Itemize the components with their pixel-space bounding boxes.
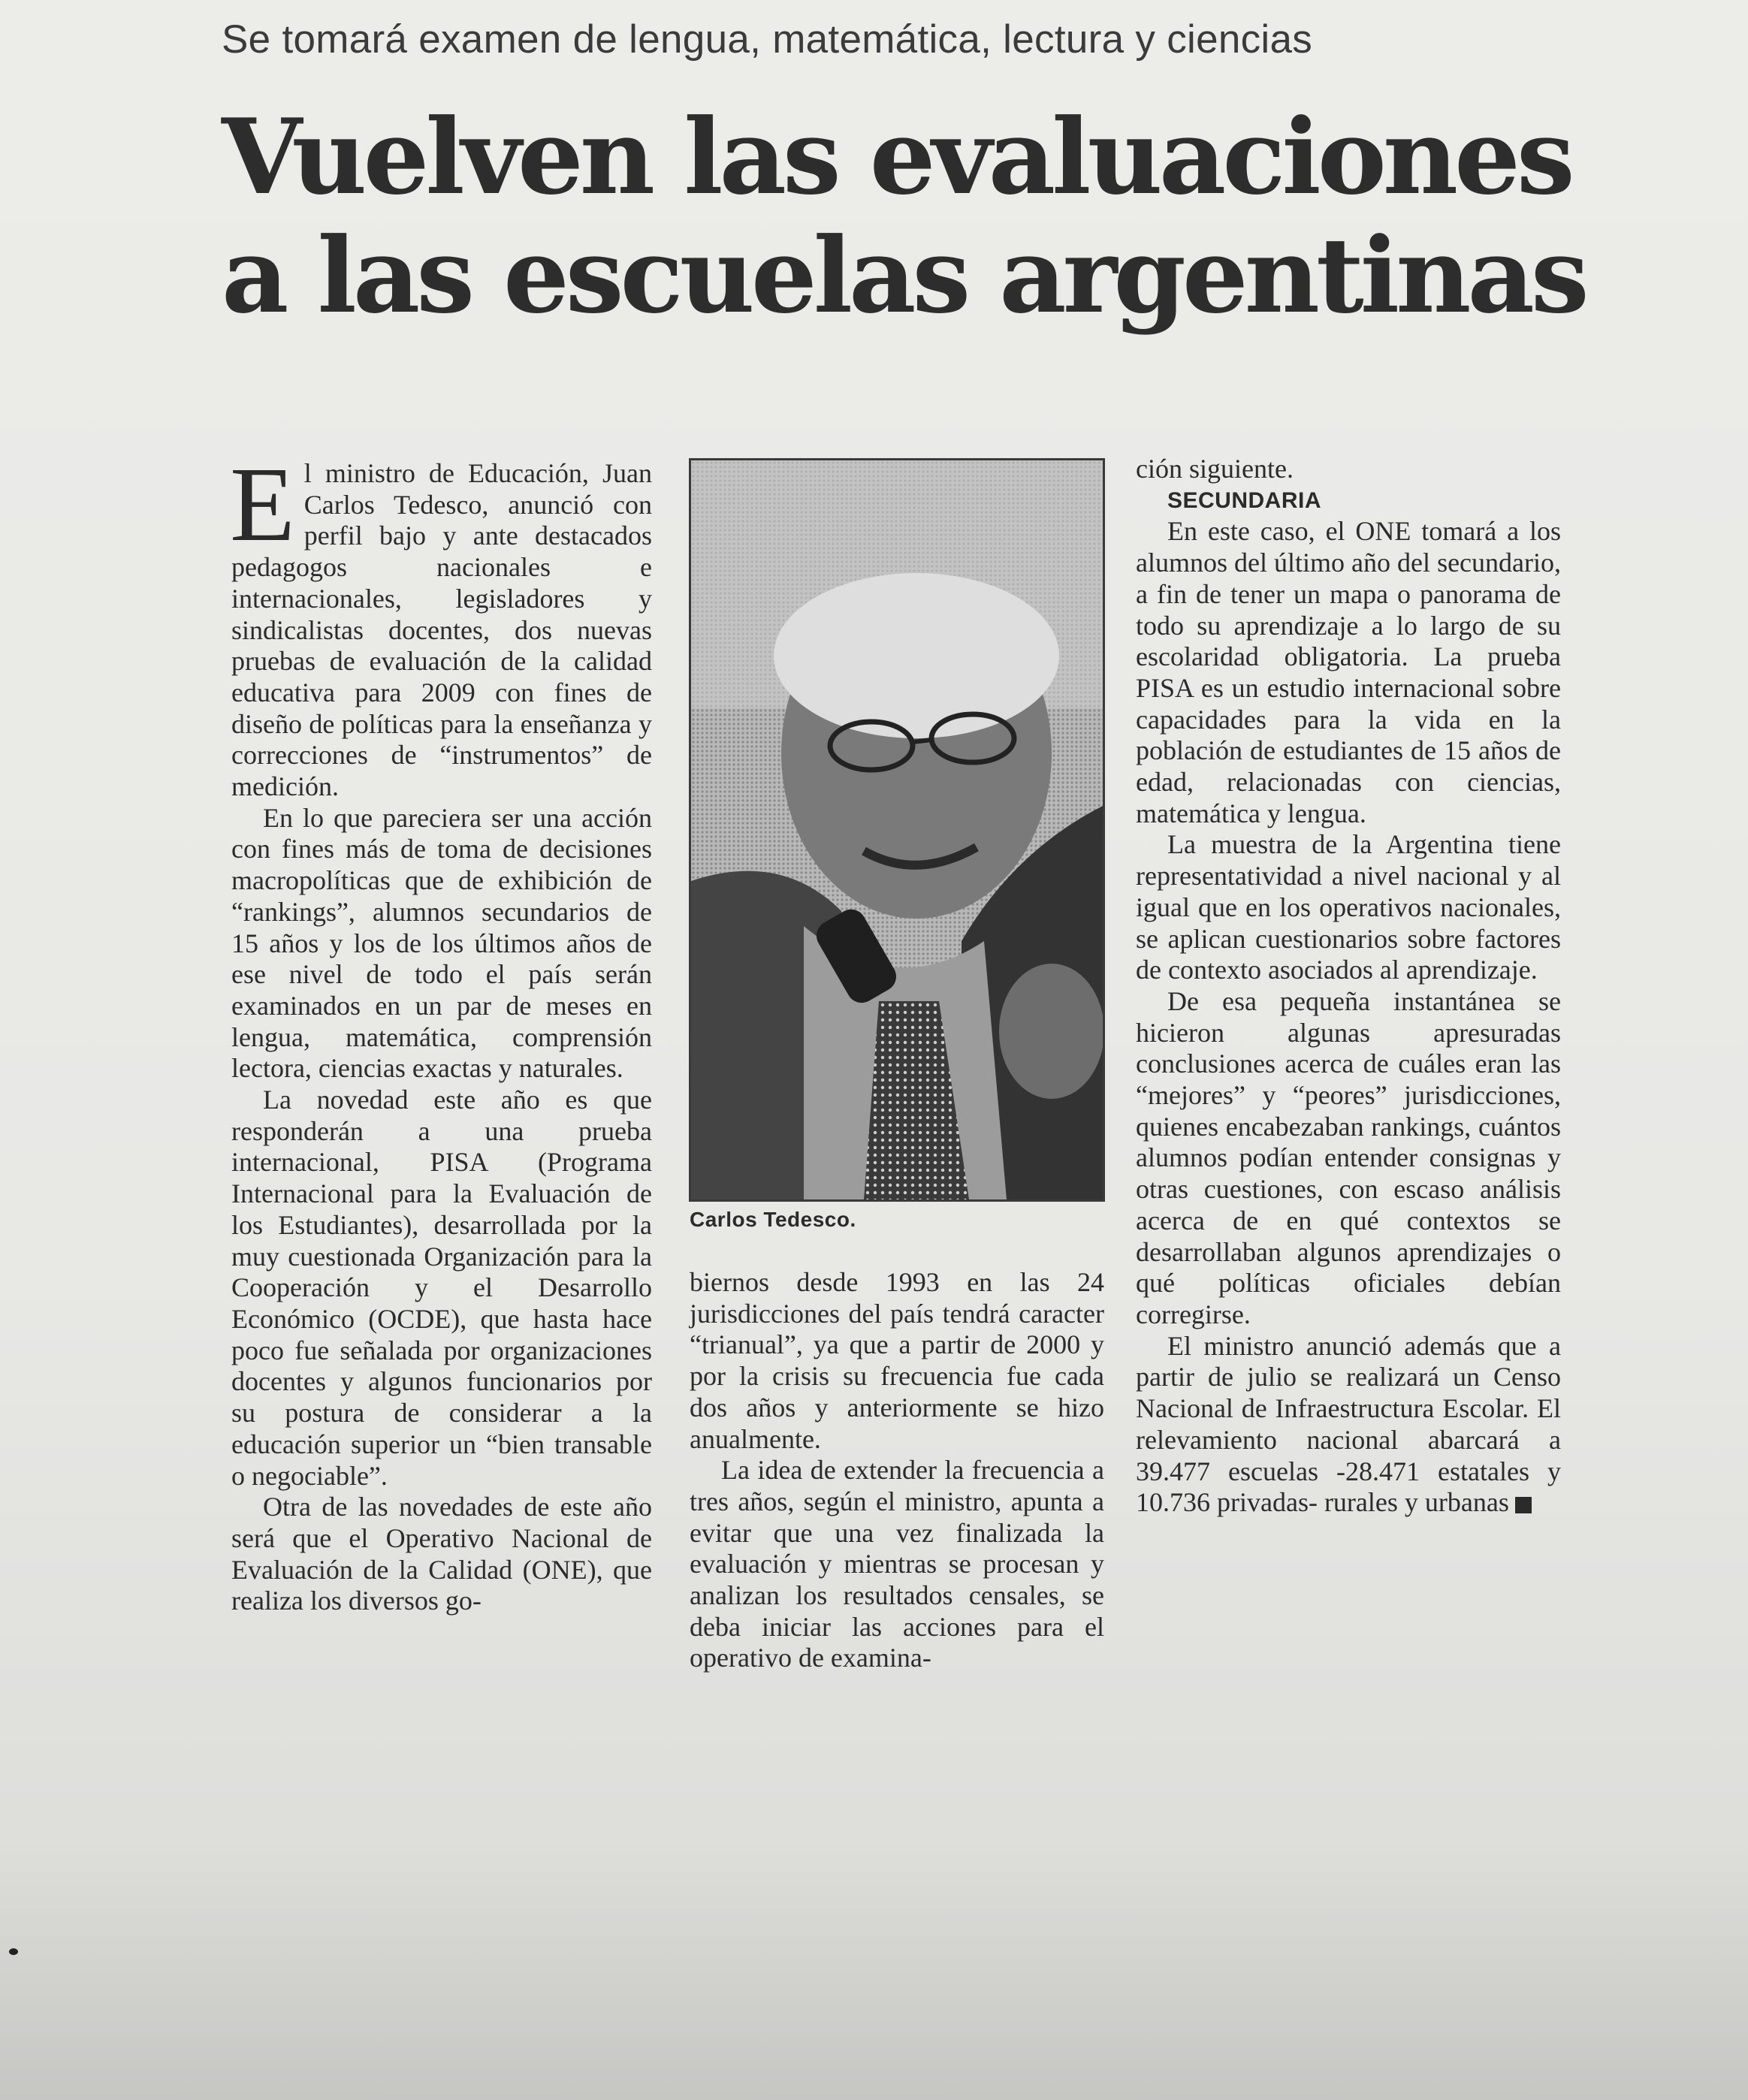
article-column-1 (230, 445, 652, 1617)
paragraph (1136, 1331, 1561, 1519)
article-column-2 (690, 1267, 1104, 1674)
section-heading: SECUNDARIA (1167, 487, 1322, 513)
paragraph-text: El ministro anunció además que a partir de julio se realizará un Censo Nacional de Infraestructura Escolar. El relevamiento nacional abarcará a 39.477 escuelas -28.471 estatales y 10.736 privadas- rurales y urbanas (1136, 1330, 1561, 1518)
paragraph: En este caso, el ONE tomará a los alumnos del último año del secundario, a fin de tener un mapa o panorama de todo su aprendizaje a lo largo de su escolaridad obligatoria. La prueba PISA es un estudio internacional sobre capacidades para la vida en la población de estudiantes de 15 años de edad, relacionadas con ciencias, matemática y lengua. (1136, 516, 1561, 828)
paragraph-text: l ministro de Educación, Juan Carlos Tedesco, anunció con perfil bajo y ante destacados pedagogos nacionales e internacionales, legisladores y sindicalistas docentes, dos nuevas pruebas de evaluación de la calidad educativa para 2009 con fines de diseño de políticas para la enseñanza y correcciones de “instrumentos” de medición. (231, 458, 652, 802)
paragraph: ción siguiente. (1136, 454, 1294, 484)
paragraph: En lo que pareciera ser una acción con fines más de toma de decisiones macropolíticas que de exhibición de “rankings”, alumnos secundarios de 15 años y los de los últimos años de ese nivel de todo el país serán examinados en un par de meses en lengua, matemática, comprensión lectora, ciencias exactas y naturales. (231, 802, 652, 1084)
headline-line-2: a las escuelas argentinas (222, 214, 1586, 336)
portrait-photo (691, 460, 1103, 1199)
headline (222, 95, 1664, 336)
end-mark-icon (1515, 1497, 1532, 1513)
article-column-3 (1136, 454, 1561, 1519)
paragraph: La muestra de la Argentina tiene representatividad a nivel nacional y al igual que en los operativos nacionales, se aplican cuestionarios sobre factores de contexto asociados al aprendizaje. (1136, 829, 1561, 985)
photo-carlos-tedesco (689, 458, 1105, 1202)
ink-speck (9, 1948, 18, 1955)
paragraph (230, 445, 652, 803)
page-shadow (0, 1840, 1748, 2100)
paragraph: La idea de extender la frecuencia a tres años, según el ministro, apunta a evitar que una vez finalizada la evaluación y mientras se procesan y analizan los resultados censales, se deba iniciar las acciones para el operativo de examina- (690, 1455, 1104, 1673)
paragraph: biernos desde 1993 en las 24 jurisdicciones del país tendrá caracter “trianual”, ya que a partir de 2000 y por la crisis su frecuencia fue cada dos años y anteriormente se hizo anualmente. (690, 1267, 1104, 1454)
paragraph: De esa pequeña instantánea se hicieron algunas apresuradas conclusiones acerca de cuáles eran las “mejores” y “peores” jurisdicciones, quienes encabezaban rankings, cuántos alumnos podían entender consignas y otras cuestiones, con escaso análisis acerca de en qué contextos se desarrollaban algunos aprendizajes o qué políticas oficiales debían corregirse. (1136, 985, 1561, 1329)
paragraph: Otra de las novedades de este año será que el Operativo Nacional de Evaluación de la Calidad (ONE), que realiza los diversos go- (231, 1492, 652, 1616)
paragraph: La novedad este año es que responderán a una prueba internacional, PISA (Programa Internacional para la Evaluación de los Estudiantes), desarrollada por la muy cuestionada Organización para la Cooperación y el Desarrollo Económico (OCDE), que hasta hace poco fue señalada por organizaciones docentes y algunos funcionarios por su postura de considerar a la educación superior un “bien transable o negociable”. (231, 1085, 652, 1491)
kicker: Se tomará examen de lengua, matemática, lectura y ciencias (222, 17, 1313, 62)
photo-caption: Carlos Tedesco. (690, 1208, 856, 1231)
drop-cap: E (230, 445, 295, 563)
headline-line-1: Vuelven las evaluaciones (222, 95, 1571, 218)
